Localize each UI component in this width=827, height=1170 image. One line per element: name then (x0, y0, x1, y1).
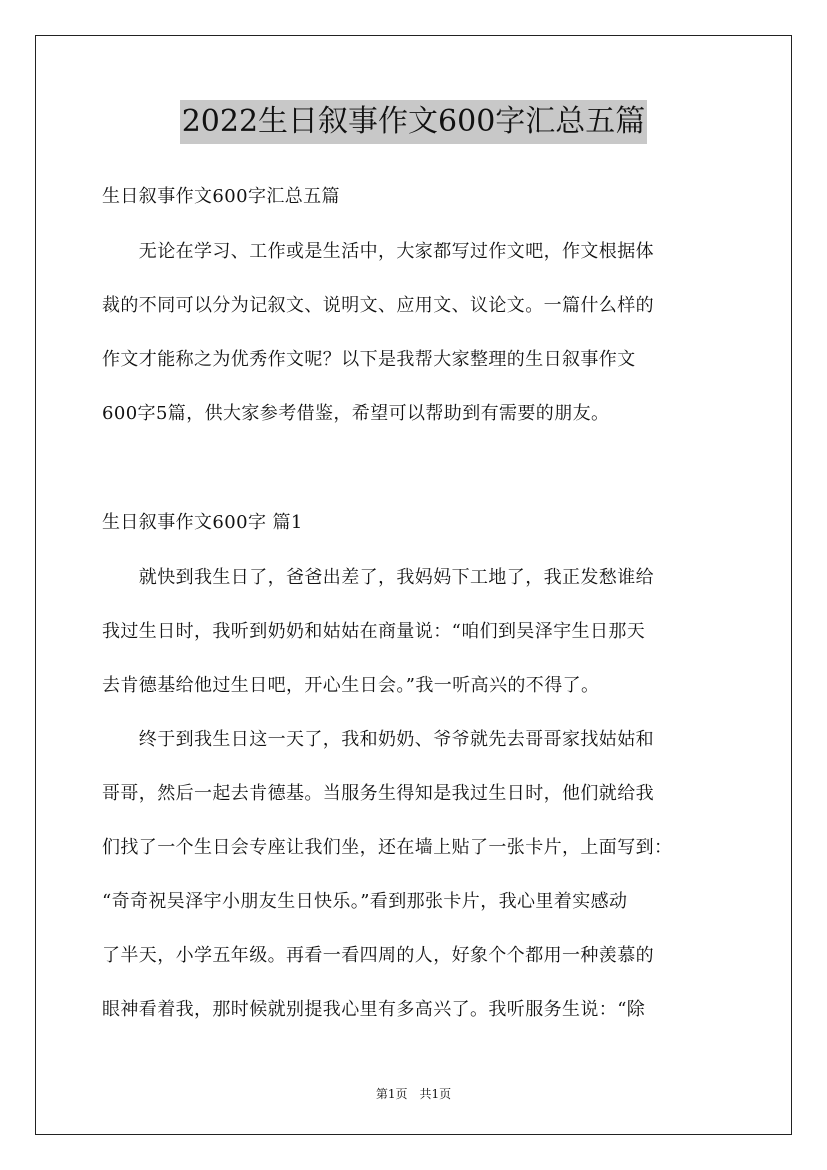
text-line: 终于到我生日这一天了，我和奶奶、爷爷就先去哥哥家找姑姑和 (102, 729, 654, 750)
text-line: 无论在学习、工作或是生活中，大家都写过作文吧，作文根据体 (102, 241, 654, 262)
text-line: 裁的不同可以分为记叙文、说明文、应用文、议论文。一篇什么样的 (102, 295, 654, 316)
document-title: 2022生日叙事作文600字汇总五篇 (180, 100, 648, 144)
text-line: “奇奇祝吴泽宇小朋友生日快乐。”看到那张卡片，我心里着实感动 (102, 891, 628, 912)
text-line: 们找了一个生日会专座让我们坐，还在墙上贴了一张卡片，上面写到： (102, 837, 673, 858)
text-line: 我过生日时，我听到奶奶和姑姑在商量说：“咱们到吴泽宇生日那天 (102, 621, 646, 642)
text-line: 眼神看着我，那时候就别提我心里有多高兴了。我听服务生说：“除 (102, 999, 646, 1020)
page-footer: 第1页 共1页 (375, 1087, 452, 1101)
text-line: 就快到我生日了，爸爸出差了，我妈妈下工地了，我正发愁谁给 (102, 567, 654, 588)
text-line: 哥哥，然后一起去肯德基。当服务生得知是我过生日时，他们就给我 (102, 783, 654, 804)
text-line: 了半天，小学五年级。再看一看四周的人，好象个个都用一种羡慕的 (102, 945, 654, 966)
title-container (0, 100, 827, 144)
text-line: 去肯德基给他过生日吧，开心生日会。”我一听高兴的不得了。 (102, 675, 600, 696)
subtitle-line: 生日叙事作文600字汇总五篇 (102, 186, 340, 207)
text-line: 600字5篇，供大家参考借鉴，希望可以帮助到有需要的朋友。 (102, 403, 610, 424)
section-heading: 生日叙事作文600字 篇1 (102, 512, 303, 533)
text-line: 作文才能称之为优秀作文呢？以下是我帮大家整理的生日叙事作文 (102, 349, 636, 370)
